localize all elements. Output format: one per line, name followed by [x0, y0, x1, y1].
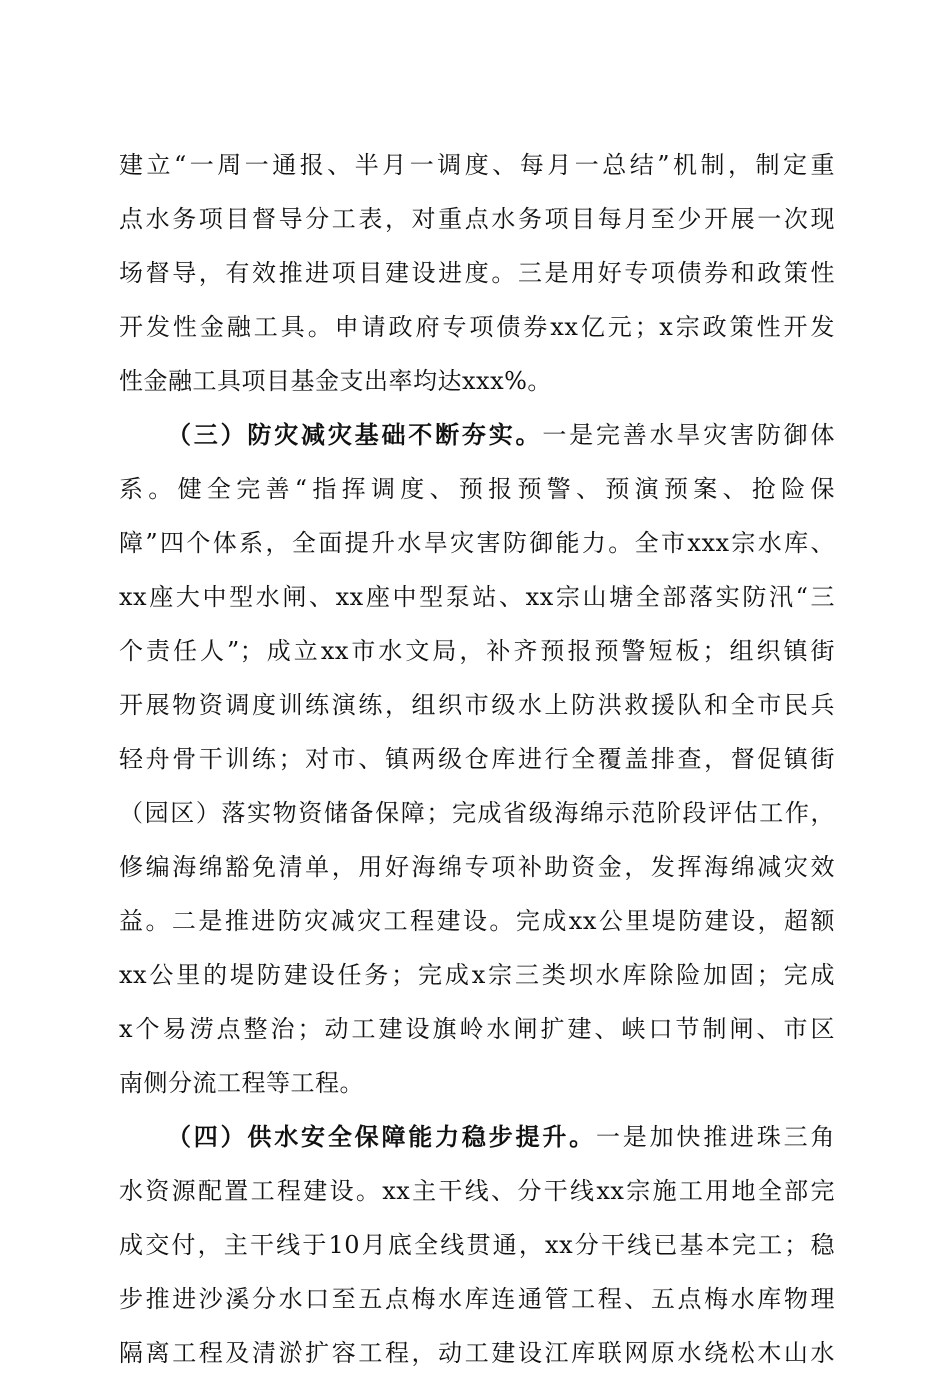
text-line: x个易涝点整治；动工建设旗岭水闸扩建、峡口节制闸、市区	[119, 1015, 835, 1043]
text-line: 建立“一周一通报、半月一调度、每月一总结”机制，制定重	[119, 151, 835, 179]
text-line: xx公里的堤防建设任务；完成x宗三类坝水库除险加固；完成	[119, 961, 835, 989]
section-heading: （四）供水安全保障能力稳步提升。	[167, 1122, 596, 1151]
heading-line-rest: 一是加快推进珠三角	[596, 1123, 835, 1151]
text-line: 性金融工具项目基金支出率均达xxx%。	[119, 367, 552, 395]
text-line: 系。健全完善“指挥调度、预报预警、预演预案、抢险保	[119, 475, 835, 503]
text-line: （园区）落实物资储备保障；完成省级海绵示范阶段评估工作，	[119, 799, 835, 827]
text-line: 个责任人”；成立xx市水文局，补齐预报预警短板；组织镇街	[119, 637, 835, 665]
paragraph-3	[119, 1110, 835, 1380]
text-line: 点水务项目督导分工表，对重点水务项目每月至少开展一次现	[119, 205, 835, 233]
text-line: xx座大中型水闸、xx座中型泵站、xx宗山塘全部落实防汛“三	[119, 583, 835, 611]
section-heading: （三）防灾减灾基础不断夯实。	[167, 420, 543, 449]
text-line: 益。二是推进防灾减灾工程建设。完成xx公里堤防建设，超额	[119, 907, 835, 935]
text-line: 步推进沙溪分水口至五点梅水库连通管工程、五点梅水库物理	[119, 1285, 835, 1313]
text-line: 南侧分流工程等工程。	[119, 1069, 364, 1097]
text-line: 开展物资调度训练演练，组织市级水上防洪救援队和全市民兵	[119, 691, 835, 719]
text-line: 隔离工程及清淤扩容工程，动工建设江库联网原水绕松木山水	[119, 1339, 835, 1367]
text-line: 开发性金融工具。申请政府专项债券xx亿元；x宗政策性开发	[119, 313, 835, 341]
text-line: 轻舟骨干训练；对市、镇两级仓库进行全覆盖排查，督促镇街	[119, 745, 835, 773]
paragraph-1	[119, 138, 835, 408]
text-line: 场督导，有效推进项目建设进度。三是用好专项债券和政策性	[119, 259, 835, 287]
paragraph-first-line	[119, 1110, 835, 1164]
text-line: 障”四个体系，全面提升水旱灾害防御能力。全市xxx宗水库、	[119, 529, 835, 557]
paragraph-2	[119, 408, 835, 1110]
document-body	[119, 138, 835, 1380]
paragraph-first-line	[119, 408, 835, 462]
heading-line-rest: 一是完善水旱灾害防御体	[542, 421, 835, 449]
text-line: 水资源配置工程建设。xx主干线、分干线xx宗施工用地全部完	[119, 1177, 835, 1205]
text-line: 成交付，主干线于10月底全线贯通，xx分干线已基本完工；稳	[119, 1231, 835, 1259]
text-line: 修编海绵豁免清单，用好海绵专项补助资金，发挥海绵减灾效	[119, 853, 835, 881]
